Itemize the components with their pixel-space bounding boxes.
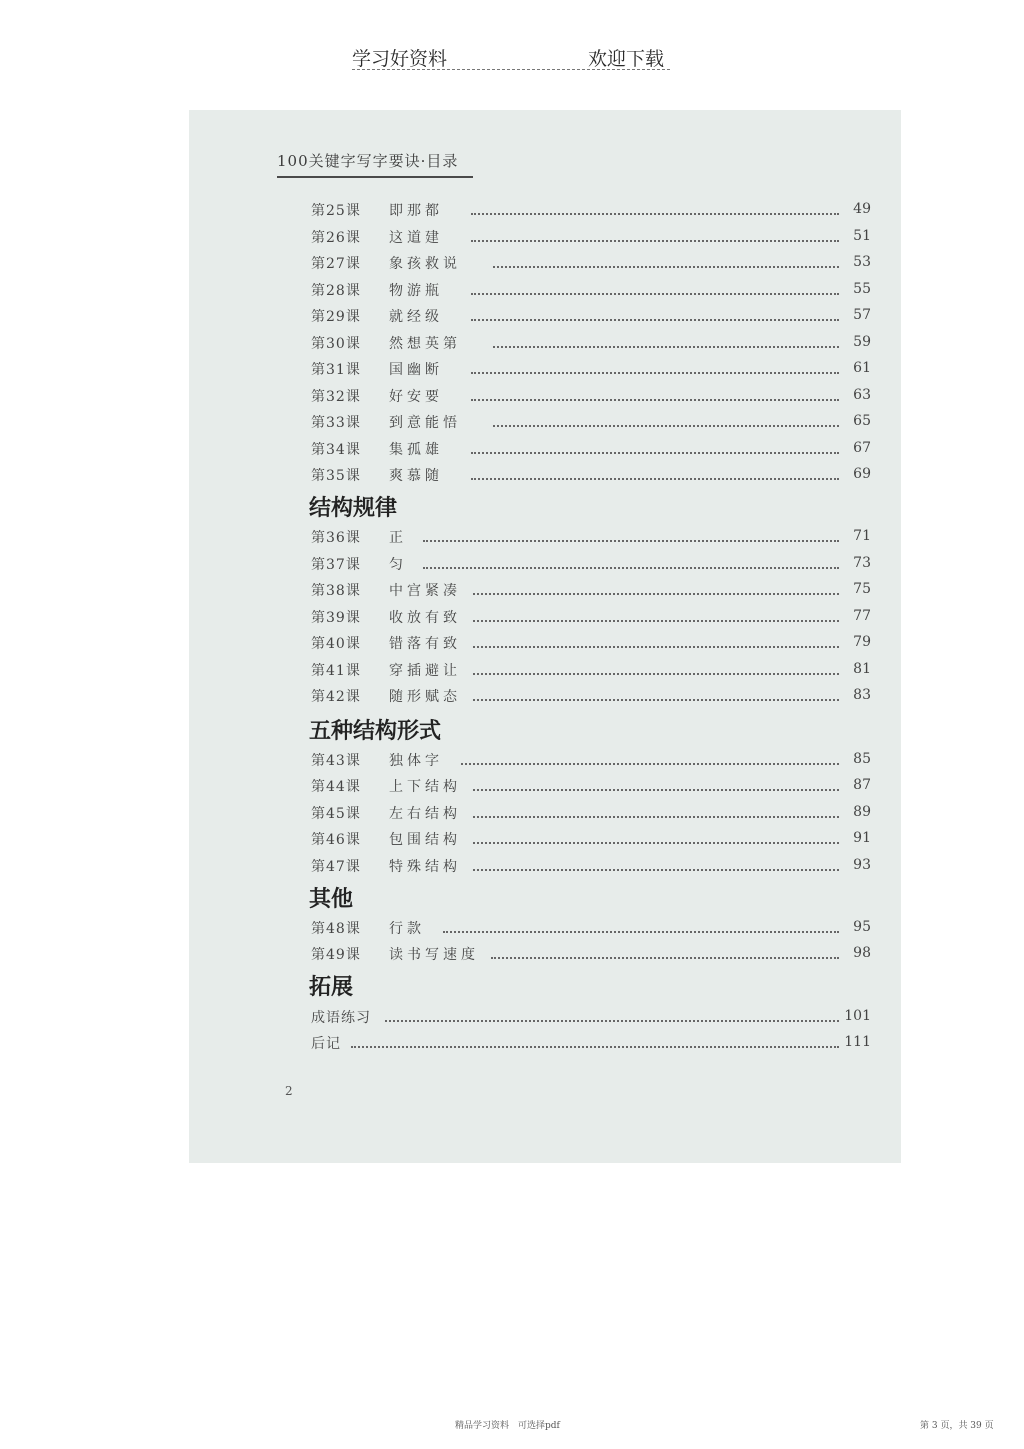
lesson-chars: 左右结构 xyxy=(389,806,461,822)
dot-leader xyxy=(473,789,839,791)
lesson-number: 第44课 xyxy=(311,779,361,795)
lesson-chars: 匀 xyxy=(389,557,407,573)
dot-leader xyxy=(471,319,839,321)
lesson-number: 第39课 xyxy=(311,610,361,626)
lesson-number: 第41课 xyxy=(311,663,361,679)
page-ref: 93 xyxy=(853,857,871,873)
dot-leader xyxy=(471,452,839,454)
lesson-chars: 象孩救说 xyxy=(389,256,461,272)
section-heading: 五种结构形式 xyxy=(309,719,442,744)
lesson-number: 第36课 xyxy=(311,530,361,546)
lesson-chars: 国幽断 xyxy=(389,362,443,378)
page-ref: 89 xyxy=(853,804,871,820)
lesson-number: 第25课 xyxy=(311,203,361,219)
lesson-number: 第48课 xyxy=(311,921,361,937)
dot-leader xyxy=(461,763,839,765)
lesson-number: 第26课 xyxy=(311,230,361,246)
lesson-chars: 集孤雄 xyxy=(389,442,443,458)
section-heading: 拓展 xyxy=(309,975,354,1000)
page-ref: 69 xyxy=(853,466,871,482)
page-number: 2 xyxy=(285,1084,293,1098)
lesson-number: 第35课 xyxy=(311,468,361,484)
page-ref: 79 xyxy=(853,634,871,650)
lesson-chars: 中宫紧凑 xyxy=(389,583,461,599)
dot-leader xyxy=(491,957,839,959)
lesson-number: 第42课 xyxy=(311,689,361,705)
lesson-chars: 特殊结构 xyxy=(389,859,461,875)
toc-row xyxy=(311,856,871,878)
page-ref: 57 xyxy=(853,307,871,323)
page-ref: 77 xyxy=(853,608,871,624)
lesson-number: 第46课 xyxy=(311,832,361,848)
page-ref: 61 xyxy=(853,360,871,376)
page-ref: 63 xyxy=(853,387,871,403)
lesson-chars: 行款 xyxy=(389,921,425,937)
page-ref: 51 xyxy=(853,228,871,244)
lesson-chars: 随形赋态 xyxy=(389,689,461,705)
page-ref: 73 xyxy=(853,555,871,571)
dot-leader xyxy=(385,1020,839,1022)
lesson-number: 第33课 xyxy=(311,415,361,431)
lesson-chars: 穿插避让 xyxy=(389,663,461,679)
page-ref: 98 xyxy=(853,945,871,961)
page-ref: 75 xyxy=(853,581,871,597)
page-ref: 111 xyxy=(844,1034,871,1050)
toc-row xyxy=(311,633,871,655)
toc-row xyxy=(311,1033,871,1055)
toc-row xyxy=(311,580,871,602)
toc-row xyxy=(311,200,871,222)
toc-row xyxy=(311,253,871,275)
dot-leader xyxy=(473,816,839,818)
entry-label: 后记 xyxy=(311,1036,341,1052)
lesson-chars: 读书写速度 xyxy=(389,947,479,963)
document-header xyxy=(352,40,670,72)
lesson-chars: 这道建 xyxy=(389,230,443,246)
lesson-number: 第27课 xyxy=(311,256,361,272)
dot-leader xyxy=(473,842,839,844)
toc-row xyxy=(311,776,871,798)
lesson-number: 第45课 xyxy=(311,806,361,822)
dot-leader xyxy=(473,593,839,595)
book-title-rule xyxy=(277,176,473,178)
lesson-number: 第37课 xyxy=(311,557,361,573)
toc-row xyxy=(311,280,871,302)
page-ref: 71 xyxy=(853,528,871,544)
dot-leader xyxy=(493,266,839,268)
dot-leader xyxy=(473,673,839,675)
lesson-number: 第47课 xyxy=(311,859,361,875)
page-ref: 65 xyxy=(853,413,871,429)
lesson-chars: 就经级 xyxy=(389,309,443,325)
page-ref: 53 xyxy=(853,254,871,270)
lesson-number: 第40课 xyxy=(311,636,361,652)
lesson-chars: 包围结构 xyxy=(389,832,461,848)
page-ref: 49 xyxy=(853,201,871,217)
dot-leader xyxy=(471,240,839,242)
lesson-number: 第30课 xyxy=(311,336,361,352)
toc-row xyxy=(311,306,871,328)
page-ref: 67 xyxy=(853,440,871,456)
header-right-text: 欢迎下载 xyxy=(588,48,665,70)
toc-row xyxy=(311,660,871,682)
footer-right-text: 第 3 页，共 39 页 xyxy=(920,1421,994,1431)
lesson-chars: 独体字 xyxy=(389,753,443,769)
lesson-chars: 正 xyxy=(389,530,407,546)
lesson-number: 第38课 xyxy=(311,583,361,599)
toc-row xyxy=(311,227,871,249)
entry-label: 成语练习 xyxy=(311,1010,371,1026)
page-ref: 101 xyxy=(844,1008,871,1024)
page-ref: 59 xyxy=(853,334,871,350)
toc-row xyxy=(311,607,871,629)
header-dashed-rule xyxy=(352,69,670,70)
toc-row xyxy=(311,803,871,825)
page-ref: 87 xyxy=(853,777,871,793)
lesson-chars: 爽慕随 xyxy=(389,468,443,484)
page-ref: 95 xyxy=(853,919,871,935)
dot-leader xyxy=(493,346,839,348)
section-heading: 其他 xyxy=(309,887,354,912)
lesson-chars: 即那都 xyxy=(389,203,443,219)
dot-leader xyxy=(423,540,839,542)
lesson-chars: 然想英第 xyxy=(389,336,461,352)
lesson-number: 第49课 xyxy=(311,947,361,963)
lesson-chars: 到意能悟 xyxy=(389,415,461,431)
dot-leader xyxy=(471,399,839,401)
dot-leader xyxy=(473,620,839,622)
dot-leader xyxy=(471,213,839,215)
page-ref: 81 xyxy=(853,661,871,677)
page-ref: 55 xyxy=(853,281,871,297)
dot-leader xyxy=(471,372,839,374)
toc-row xyxy=(311,333,871,355)
toc-row xyxy=(311,465,871,487)
footer-left-text: 精品学习资料 可选择pdf xyxy=(455,1421,560,1431)
toc-row xyxy=(311,359,871,381)
dot-leader xyxy=(473,699,839,701)
lesson-number: 第29课 xyxy=(311,309,361,325)
toc-row xyxy=(311,386,871,408)
dot-leader xyxy=(471,478,839,480)
header-left-text: 学习好资料 xyxy=(352,48,448,70)
toc-row xyxy=(311,554,871,576)
lesson-chars: 好安要 xyxy=(389,389,443,405)
book-title: 100关键字写字要诀·目录 xyxy=(277,152,459,170)
lesson-number: 第31课 xyxy=(311,362,361,378)
dot-leader xyxy=(443,931,839,933)
toc-row xyxy=(311,686,871,708)
lesson-number: 第28课 xyxy=(311,283,361,299)
toc-row xyxy=(311,944,871,966)
dot-leader xyxy=(493,425,839,427)
dot-leader xyxy=(471,293,839,295)
page-ref: 85 xyxy=(853,751,871,767)
dot-leader xyxy=(473,869,839,871)
toc-row xyxy=(311,527,871,549)
toc-row xyxy=(311,412,871,434)
lesson-chars: 物游瓶 xyxy=(389,283,443,299)
toc-row xyxy=(311,1007,871,1029)
lesson-number: 第43课 xyxy=(311,753,361,769)
scanned-page xyxy=(189,110,901,1163)
toc-row xyxy=(311,750,871,772)
toc-row xyxy=(311,829,871,851)
lesson-number: 第32课 xyxy=(311,389,361,405)
lesson-chars: 错落有致 xyxy=(389,636,461,652)
dot-leader xyxy=(351,1046,839,1048)
lesson-chars: 上下结构 xyxy=(389,779,461,795)
toc-row xyxy=(311,439,871,461)
lesson-chars: 收放有致 xyxy=(389,610,461,626)
page-ref: 91 xyxy=(853,830,871,846)
dot-leader xyxy=(473,646,839,648)
dot-leader xyxy=(423,567,839,569)
toc-row xyxy=(311,918,871,940)
lesson-number: 第34课 xyxy=(311,442,361,458)
page-ref: 83 xyxy=(853,687,871,703)
section-heading: 结构规律 xyxy=(309,496,398,521)
